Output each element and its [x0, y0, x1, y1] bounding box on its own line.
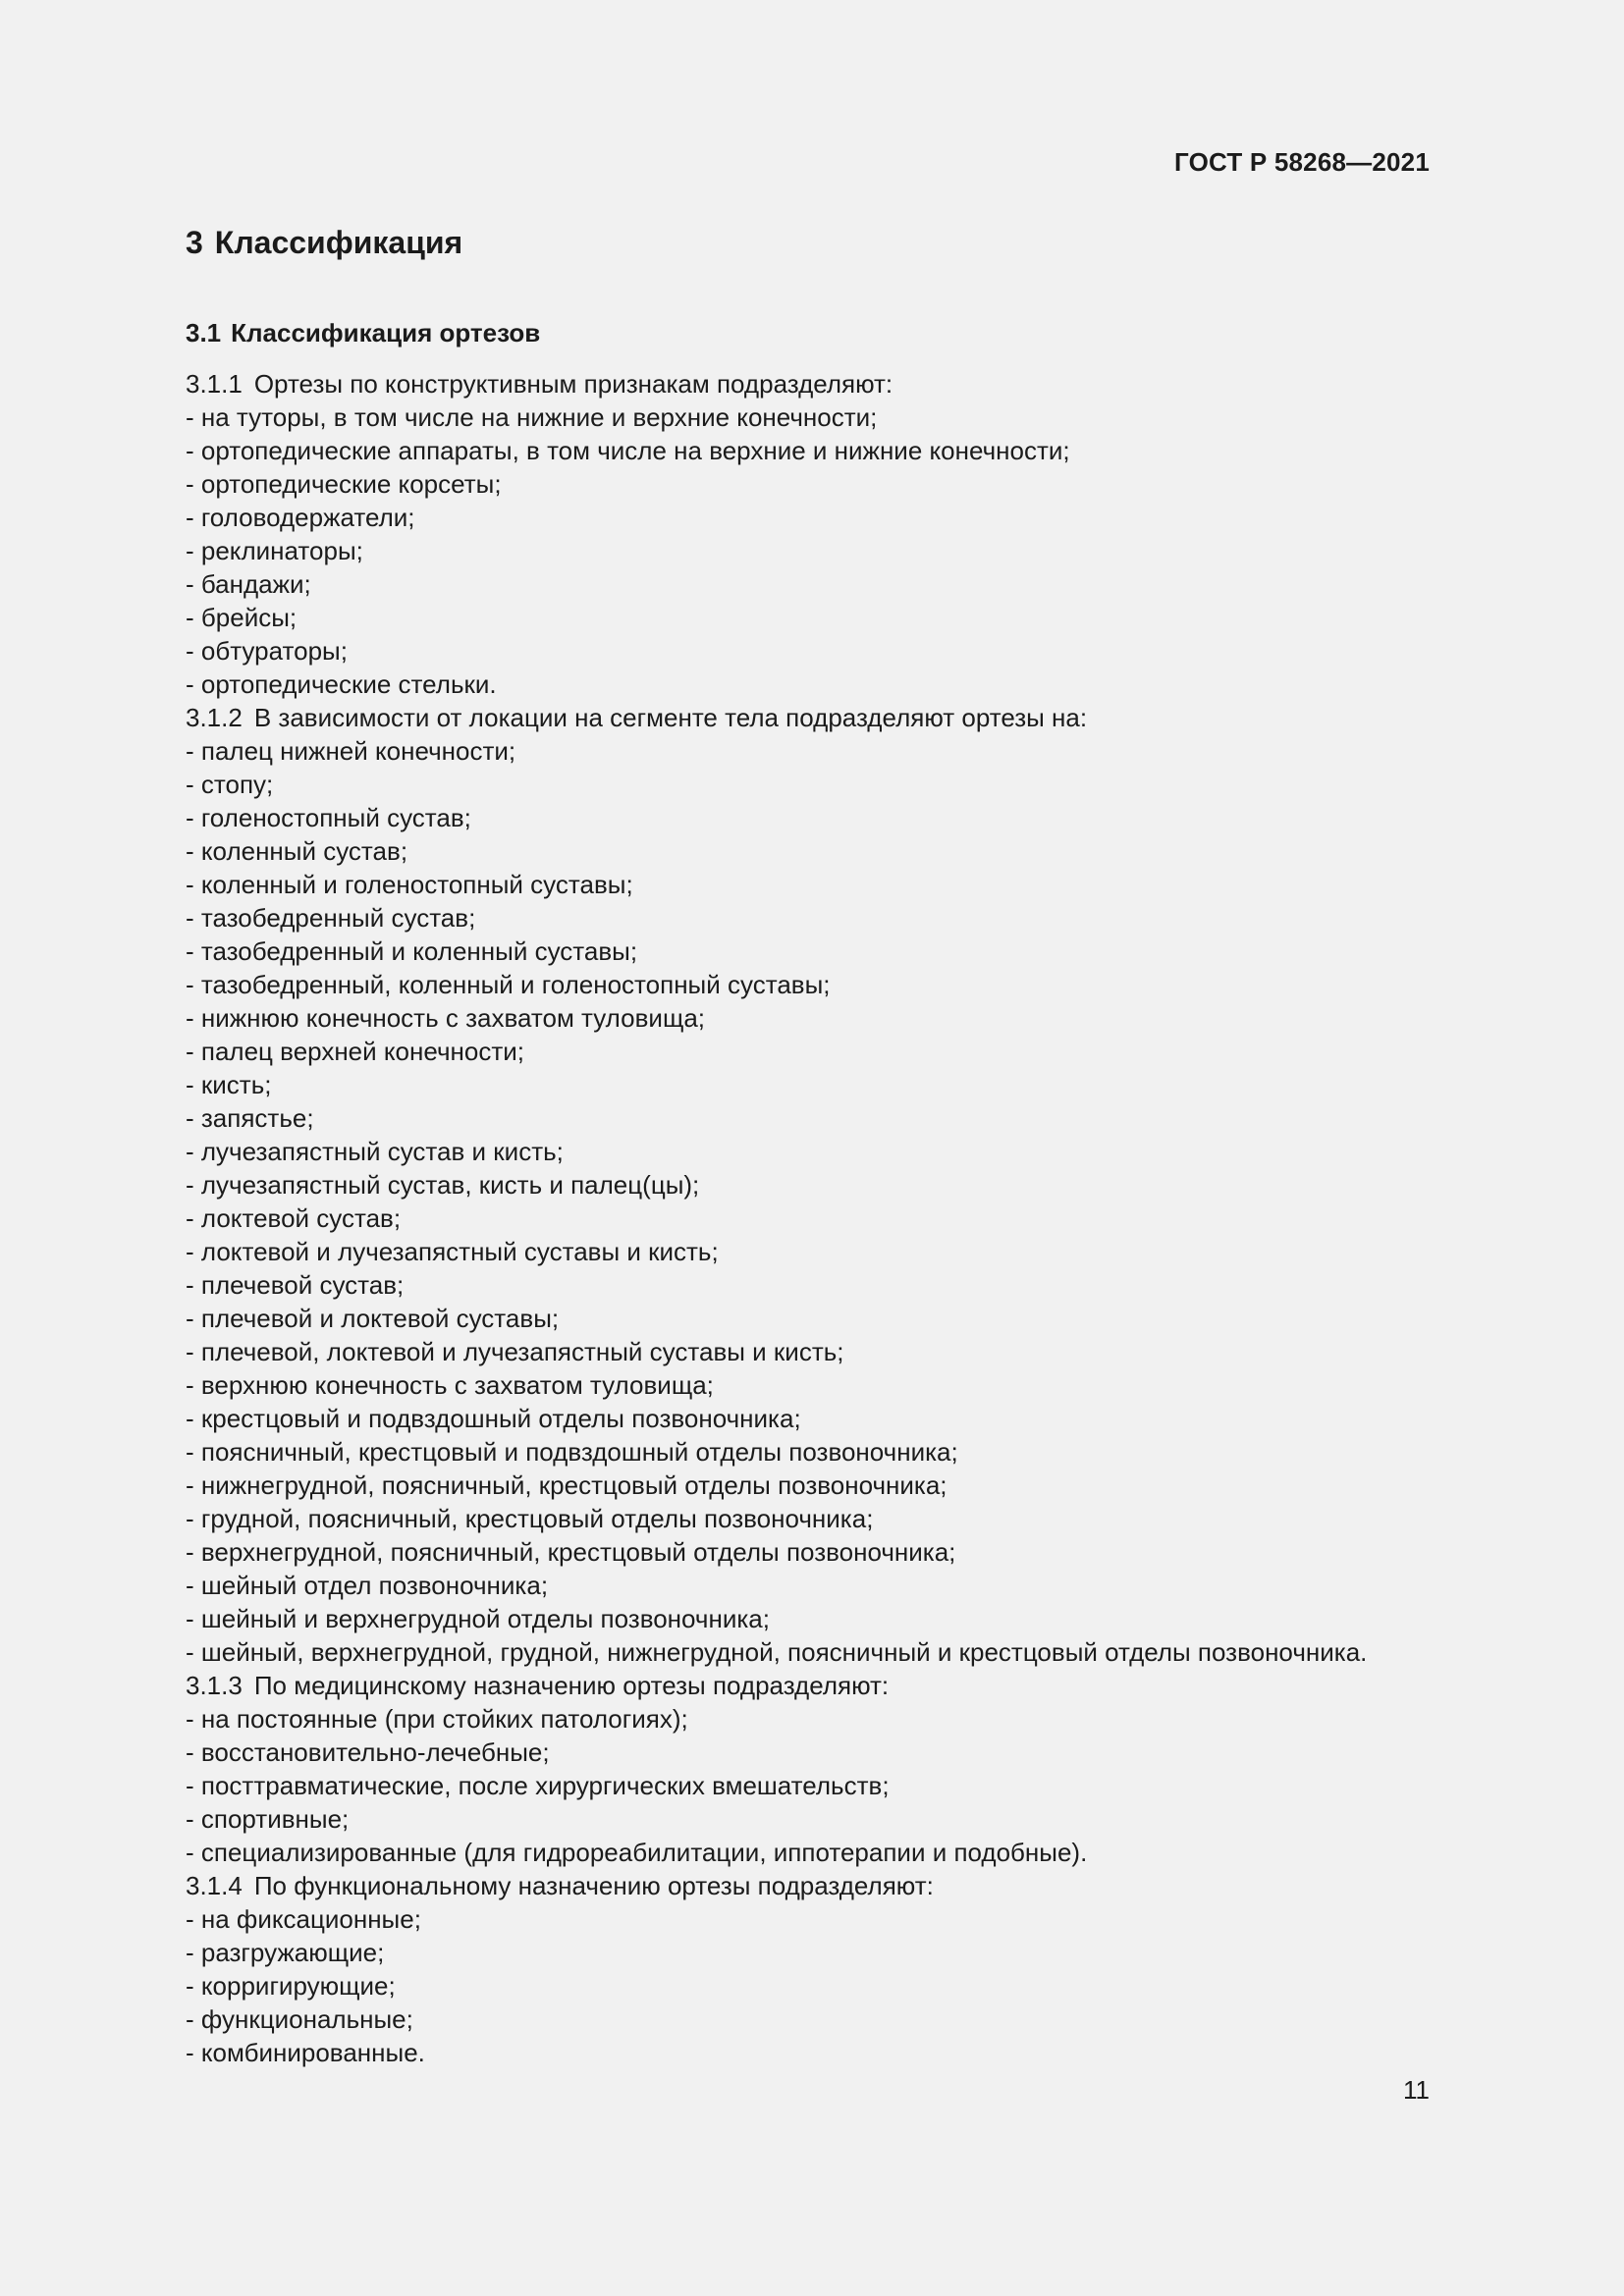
list-item: - запястье;: [186, 1103, 314, 1133]
section-title-text: Классификация: [214, 225, 463, 260]
document-header: ГОСТ Р 58268—2021: [1174, 147, 1430, 177]
list-item: - палец нижней конечности;: [186, 736, 516, 766]
section-title: [186, 225, 462, 261]
list-item: - верхнюю конечность с захватом туловища;: [186, 1370, 714, 1400]
list-item: - нижнюю конечность с захватом туловища;: [186, 1003, 706, 1033]
list-item: - комбинированные.: [186, 2038, 425, 2067]
clause-number: 3.1.2: [186, 703, 243, 732]
list-item: - бандажи;: [186, 569, 311, 599]
list-item: - поясничный, крестцовый и подвздошный отделы позвоночника;: [186, 1437, 958, 1467]
list-item: - голеностопный сустав;: [186, 803, 471, 832]
list-item: - реклинаторы;: [186, 536, 363, 565]
clause-text: Ортезы по конструктивным признакам подразделяют:: [253, 369, 893, 399]
list-item: - кисть;: [186, 1070, 272, 1099]
list-item: - локтевой и лучезапястный суставы и кисть;: [186, 1237, 719, 1266]
list-item: - шейный и верхнегрудной отделы позвоночника;: [186, 1604, 770, 1633]
clause-heading: [186, 1669, 1462, 1702]
list-item: - головодержатели;: [186, 503, 415, 532]
list-item: - верхнегрудной, поясничный, крестцовый отделы позвоночника;: [186, 1537, 956, 1567]
subsection-title: [186, 318, 540, 348]
list-item: - посттравматические, после хирургических вмешательств;: [186, 1771, 890, 1800]
section-number: 3: [186, 225, 203, 260]
list-item: - на постоянные (при стойких патологиях);: [186, 1704, 688, 1734]
clause-text: По функциональному назначению ортезы подразделяют:: [253, 1871, 934, 1900]
list-item: - плечевой и локтевой суставы;: [186, 1304, 560, 1333]
list-item: - ортопедические корсеты;: [186, 469, 502, 499]
list-item: - тазобедренный сустав;: [186, 903, 476, 933]
clause-number: 3.1.4: [186, 1871, 243, 1900]
list-item: - крестцовый и подвздошный отделы позвоночника;: [186, 1404, 801, 1433]
list-item: - шейный, верхнегрудной, грудной, нижнегрудной, поясничный и крестцовый отделы позвоночника.: [186, 1637, 1368, 1667]
list-item: - восстановительно-лечебные;: [186, 1737, 550, 1767]
list-item: - брейсы;: [186, 603, 298, 632]
list-item: - грудной, поясничный, крестцовый отделы позвоночника;: [186, 1504, 874, 1533]
list-item: - корригирующие;: [186, 1971, 396, 2001]
list-item: - тазобедренный и коленный суставы;: [186, 936, 638, 966]
list-item: - плечевой, локтевой и лучезапястный суставы и кисть;: [186, 1337, 844, 1366]
list-item: - шейный отдел позвоночника;: [186, 1571, 549, 1600]
list-item: - лучезапястный сустав и кисть;: [186, 1137, 564, 1166]
list-item: - локтевой сустав;: [186, 1203, 402, 1233]
subsection-number: 3.1: [186, 318, 222, 347]
list-item: - обтураторы;: [186, 636, 348, 666]
list-item: - нижнегрудной, поясничный, крестцовый отделы позвоночника;: [186, 1470, 947, 1500]
clause-number: 3.1.1: [186, 369, 243, 399]
list-item: - ортопедические аппараты, в том числе на верхние и нижние конечности;: [186, 436, 1070, 465]
list-item: - тазобедренный, коленный и голеностопный суставы;: [186, 970, 831, 999]
list-item: - плечевой сустав;: [186, 1270, 405, 1300]
subsection-title-text: Классификация ортезов: [231, 318, 541, 347]
list-item: - спортивные;: [186, 1804, 350, 1834]
list-item: - лучезапястный сустав, кисть и палец(цы);: [186, 1170, 700, 1200]
list-item: - стопу;: [186, 770, 274, 799]
list-item: - специализированные (для гидрореабилитации, иппотерапии и подобные).: [186, 1838, 1088, 1867]
clause-text: В зависимости от локации на сегменте тела подразделяют ортезы на:: [253, 703, 1088, 732]
clause-heading: [186, 367, 1462, 400]
clause-text: По медицинскому назначению ортезы подразделяют:: [253, 1671, 890, 1700]
list-item: - палец верхней конечности;: [186, 1037, 524, 1066]
list-item: - коленный сустав;: [186, 836, 408, 866]
list-item: - на туторы, в том числе на нижние и верхние конечности;: [186, 402, 878, 432]
document-body: [186, 367, 1462, 2069]
page-number: 11: [1403, 2075, 1430, 2105]
list-item: - коленный и голеностопный суставы;: [186, 870, 633, 899]
clause-heading: [186, 701, 1462, 734]
clause-number: 3.1.3: [186, 1671, 243, 1700]
clause-heading: [186, 1869, 1462, 1902]
list-item: - функциональные;: [186, 2004, 413, 2034]
list-item: - разгружающие;: [186, 1938, 385, 1967]
list-item: - ортопедические стельки.: [186, 669, 497, 699]
list-item: - на фиксационные;: [186, 1904, 421, 1934]
